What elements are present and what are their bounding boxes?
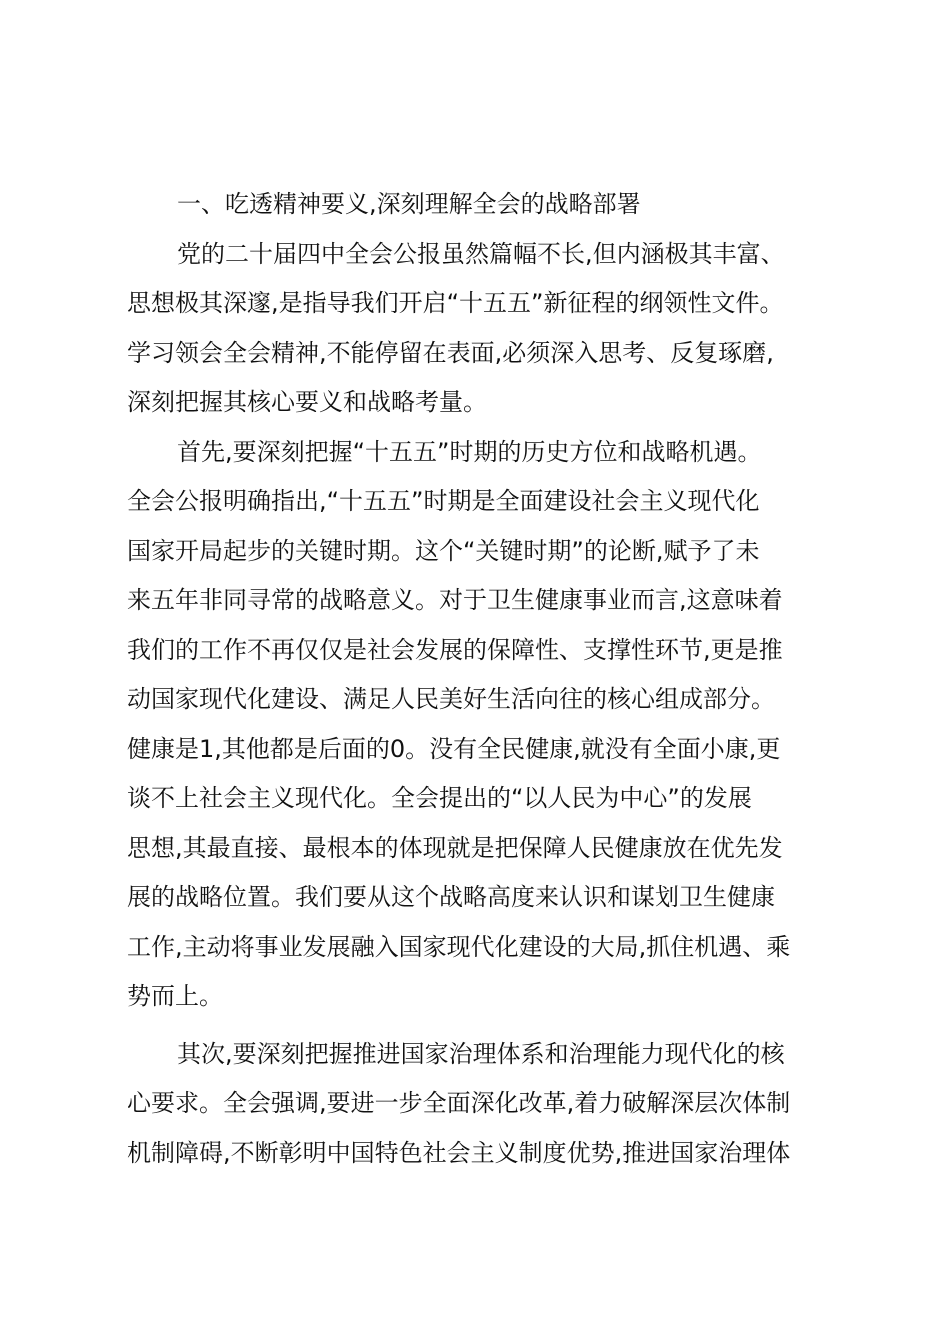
paragraph-line: 谈不上社会主义现代化。全会提出的“以人民为中心”的发展: [127, 784, 752, 812]
paragraph-spacer: [127, 1022, 837, 1030]
paragraph-line: 心要求。全会强调,要进一步全面深化改革,着力破解深层次体制: [127, 1089, 791, 1117]
paragraph-line: 工作,主动将事业发展融入国家现代化建设的大局,抓住机遇、乘: [127, 932, 791, 961]
paragraph-line: 健康是1,其他都是后面的0。没有全民健康,就没有全面小康,更: [127, 734, 781, 763]
paragraph-1: [127, 230, 837, 428]
paragraph-line: 势而上。: [127, 982, 223, 1010]
paragraph-line: 动国家现代化建设、满足人民美好生活向往的核心组成部分。: [127, 685, 775, 713]
paragraph-line: 深刻把握其核心要义和战略考量。: [127, 388, 487, 416]
paragraph-line: 其次,要深刻把握推进国家治理体系和治理能力现代化的核: [177, 1039, 785, 1068]
paragraph-line: 首先,要深刻把握“十五五”时期的历史方位和战略机遇。: [177, 437, 762, 466]
paragraph-line: 国家开局起步的关键时期。这个“关键时期”的论断,赋予了未: [127, 536, 760, 565]
paragraph-line: 机制障碍,不断彰明中国特色社会主义制度优势,推进国家治理体: [127, 1138, 791, 1167]
paragraph-line: 我们的工作不再仅仅是社会发展的保障性、支撑性环节,更是推: [127, 635, 783, 664]
paragraph-line: 学习领会全会精神,不能停留在表面,必须深入思考、反复琢磨,: [127, 338, 774, 367]
document-body: [127, 180, 837, 1178]
paragraph-3: [127, 1030, 837, 1179]
paragraph-line: 全会公报明确指出,“十五五”时期是全面建设社会主义现代化: [127, 487, 760, 515]
paragraph-line: 思想,其最直接、最根本的体现就是把保障人民健康放在优先发: [127, 833, 783, 862]
paragraph-line: 思想极其深邃,是指导我们开启“十五五”新征程的纲领性文件。: [127, 289, 784, 317]
section-heading: 一、吃透精神要义,深刻理解全会的战略部署: [177, 190, 641, 218]
paragraph-2: [127, 428, 837, 1022]
paragraph-line: 来五年非同寻常的战略意义。对于卫生健康事业而言,这意味着: [127, 586, 783, 614]
paragraph-line: 展的战略位置。我们要从这个战略高度来认识和谋划卫生健康: [127, 883, 775, 911]
paragraph-line: 党的二十届四中全会公报虽然篇幅不长,但内涵极其丰富、: [177, 239, 785, 268]
